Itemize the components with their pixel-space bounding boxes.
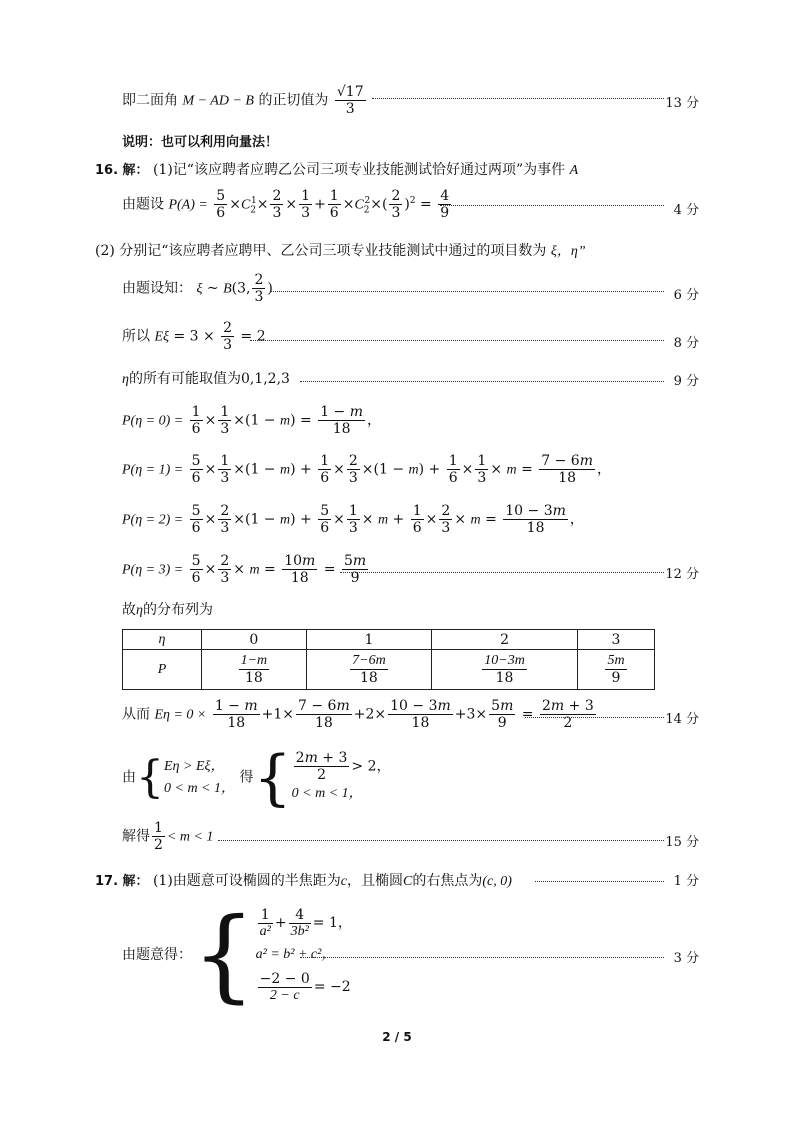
q16-jie: 解： xyxy=(122,163,149,178)
q17-c: c xyxy=(340,874,348,889)
table-header-eta: η xyxy=(123,630,202,650)
exi-prefix: 所以 xyxy=(122,328,150,345)
tan-num: √17 xyxy=(336,84,364,100)
part2-vars: ξ，η” xyxy=(550,244,586,259)
dist-title-c: 的分布列为 xyxy=(142,602,213,618)
table-num-1: 7−6m xyxy=(352,653,386,668)
q17-p2: ，且椭圆 xyxy=(347,873,404,889)
table-den-0: 18 xyxy=(244,670,263,686)
tan-den: 3 xyxy=(345,101,355,117)
q17-jie: 解： xyxy=(122,874,149,889)
table-num-2: 10−3m xyxy=(484,653,525,668)
p1-lhs: P(η = 1) = xyxy=(122,462,184,478)
eeta-prefix: 从而 xyxy=(122,706,150,723)
dihedral-mid: 的正切值为 xyxy=(258,92,329,109)
table-header-2: 2 xyxy=(432,630,578,650)
score-6: 6 分 xyxy=(673,288,699,303)
q17-focus: (c, 0) xyxy=(482,874,512,889)
sys2-line2: 0 < m < 1， xyxy=(291,786,363,801)
part2-text: (2) 分别记“该应聘者应聘甲、乙公司三项专业技能测试中通过的项目数为 xyxy=(95,243,547,259)
sys1-line1: Eη > Eξ， xyxy=(164,758,225,774)
table-den-3: 9 xyxy=(611,670,621,686)
eta-var: η xyxy=(122,372,129,387)
score-1: 1 分 xyxy=(673,874,699,889)
score-13: 13 分 xyxy=(665,96,699,111)
given-prefix: 由题设 xyxy=(122,196,164,213)
table-den-2: 18 xyxy=(495,670,514,686)
sys1-line2: 0 < m < 1， xyxy=(164,780,236,796)
p3-lhs: P(η = 3) = xyxy=(122,562,184,578)
table-num-3: 5m xyxy=(607,653,625,668)
q17-eq3-rhs: = −2 xyxy=(313,979,351,995)
eta-values-label: 的所有可能取值为 xyxy=(128,371,241,387)
q17-eq2: a² = b² + c²， xyxy=(255,947,336,962)
sys-de: 得 xyxy=(239,769,254,786)
dist-title-eta: η xyxy=(136,603,143,618)
q17-C: C xyxy=(403,874,413,889)
sys-you: 由 xyxy=(122,769,136,786)
score-14: 14 分 xyxy=(665,712,699,727)
page-number: 2 / 5 xyxy=(382,1030,412,1044)
q17-p1: (1)由题意可设椭圆的半焦距为 xyxy=(152,873,341,889)
note-vector: 说明：也可以利用向量法！ xyxy=(122,135,279,150)
score-9: 9 分 xyxy=(673,374,699,389)
score-8: 8 分 xyxy=(673,336,699,351)
sol-rest: < m < 1 xyxy=(166,829,214,845)
xi-prefix: 由题设知： xyxy=(122,280,192,297)
distribution-table xyxy=(122,629,655,690)
dihedral-angle: M − AD − B xyxy=(182,93,254,109)
table-row-label: P xyxy=(123,650,202,690)
pa-lhs: P(A) = xyxy=(168,197,208,213)
dist-title-a: 故 xyxy=(122,602,136,618)
q16-label: 16. xyxy=(95,163,119,178)
q17-label: 17. xyxy=(95,874,119,889)
sol-prefix: 解得 xyxy=(122,828,150,845)
table-header-3: 3 xyxy=(578,630,655,650)
table-header-1: 1 xyxy=(306,630,431,650)
p2-lhs: P(η = 2) = xyxy=(122,512,184,528)
q16-part1: (1)记“该应聘者应聘乙公司三项专业技能测试恰好通过两项”为事件 xyxy=(152,162,566,178)
p0-lhs: P(η = 0) = xyxy=(122,413,184,429)
score-15: 15 分 xyxy=(665,835,699,850)
table-header-0: 0 xyxy=(202,630,307,650)
q17-given: 由题意得： xyxy=(122,947,192,963)
q16-event: A xyxy=(569,163,579,178)
score-3: 3 分 xyxy=(673,951,699,966)
table-den-1: 18 xyxy=(359,670,378,686)
eeta-lhs: Eη = 0 × xyxy=(154,707,207,723)
score-12: 12 分 xyxy=(665,567,699,582)
table-num-0: 1−m xyxy=(240,653,268,668)
q17-p3: 的右焦点为 xyxy=(412,873,483,889)
sys2-line1: > 2， xyxy=(351,758,391,775)
score-4: 4 分 xyxy=(673,203,699,218)
eta-values: 0,1,2,3 xyxy=(240,371,290,387)
dihedral-prefix: 即二面角 xyxy=(122,92,178,109)
q17-eq1-rhs: = 1， xyxy=(312,915,352,931)
